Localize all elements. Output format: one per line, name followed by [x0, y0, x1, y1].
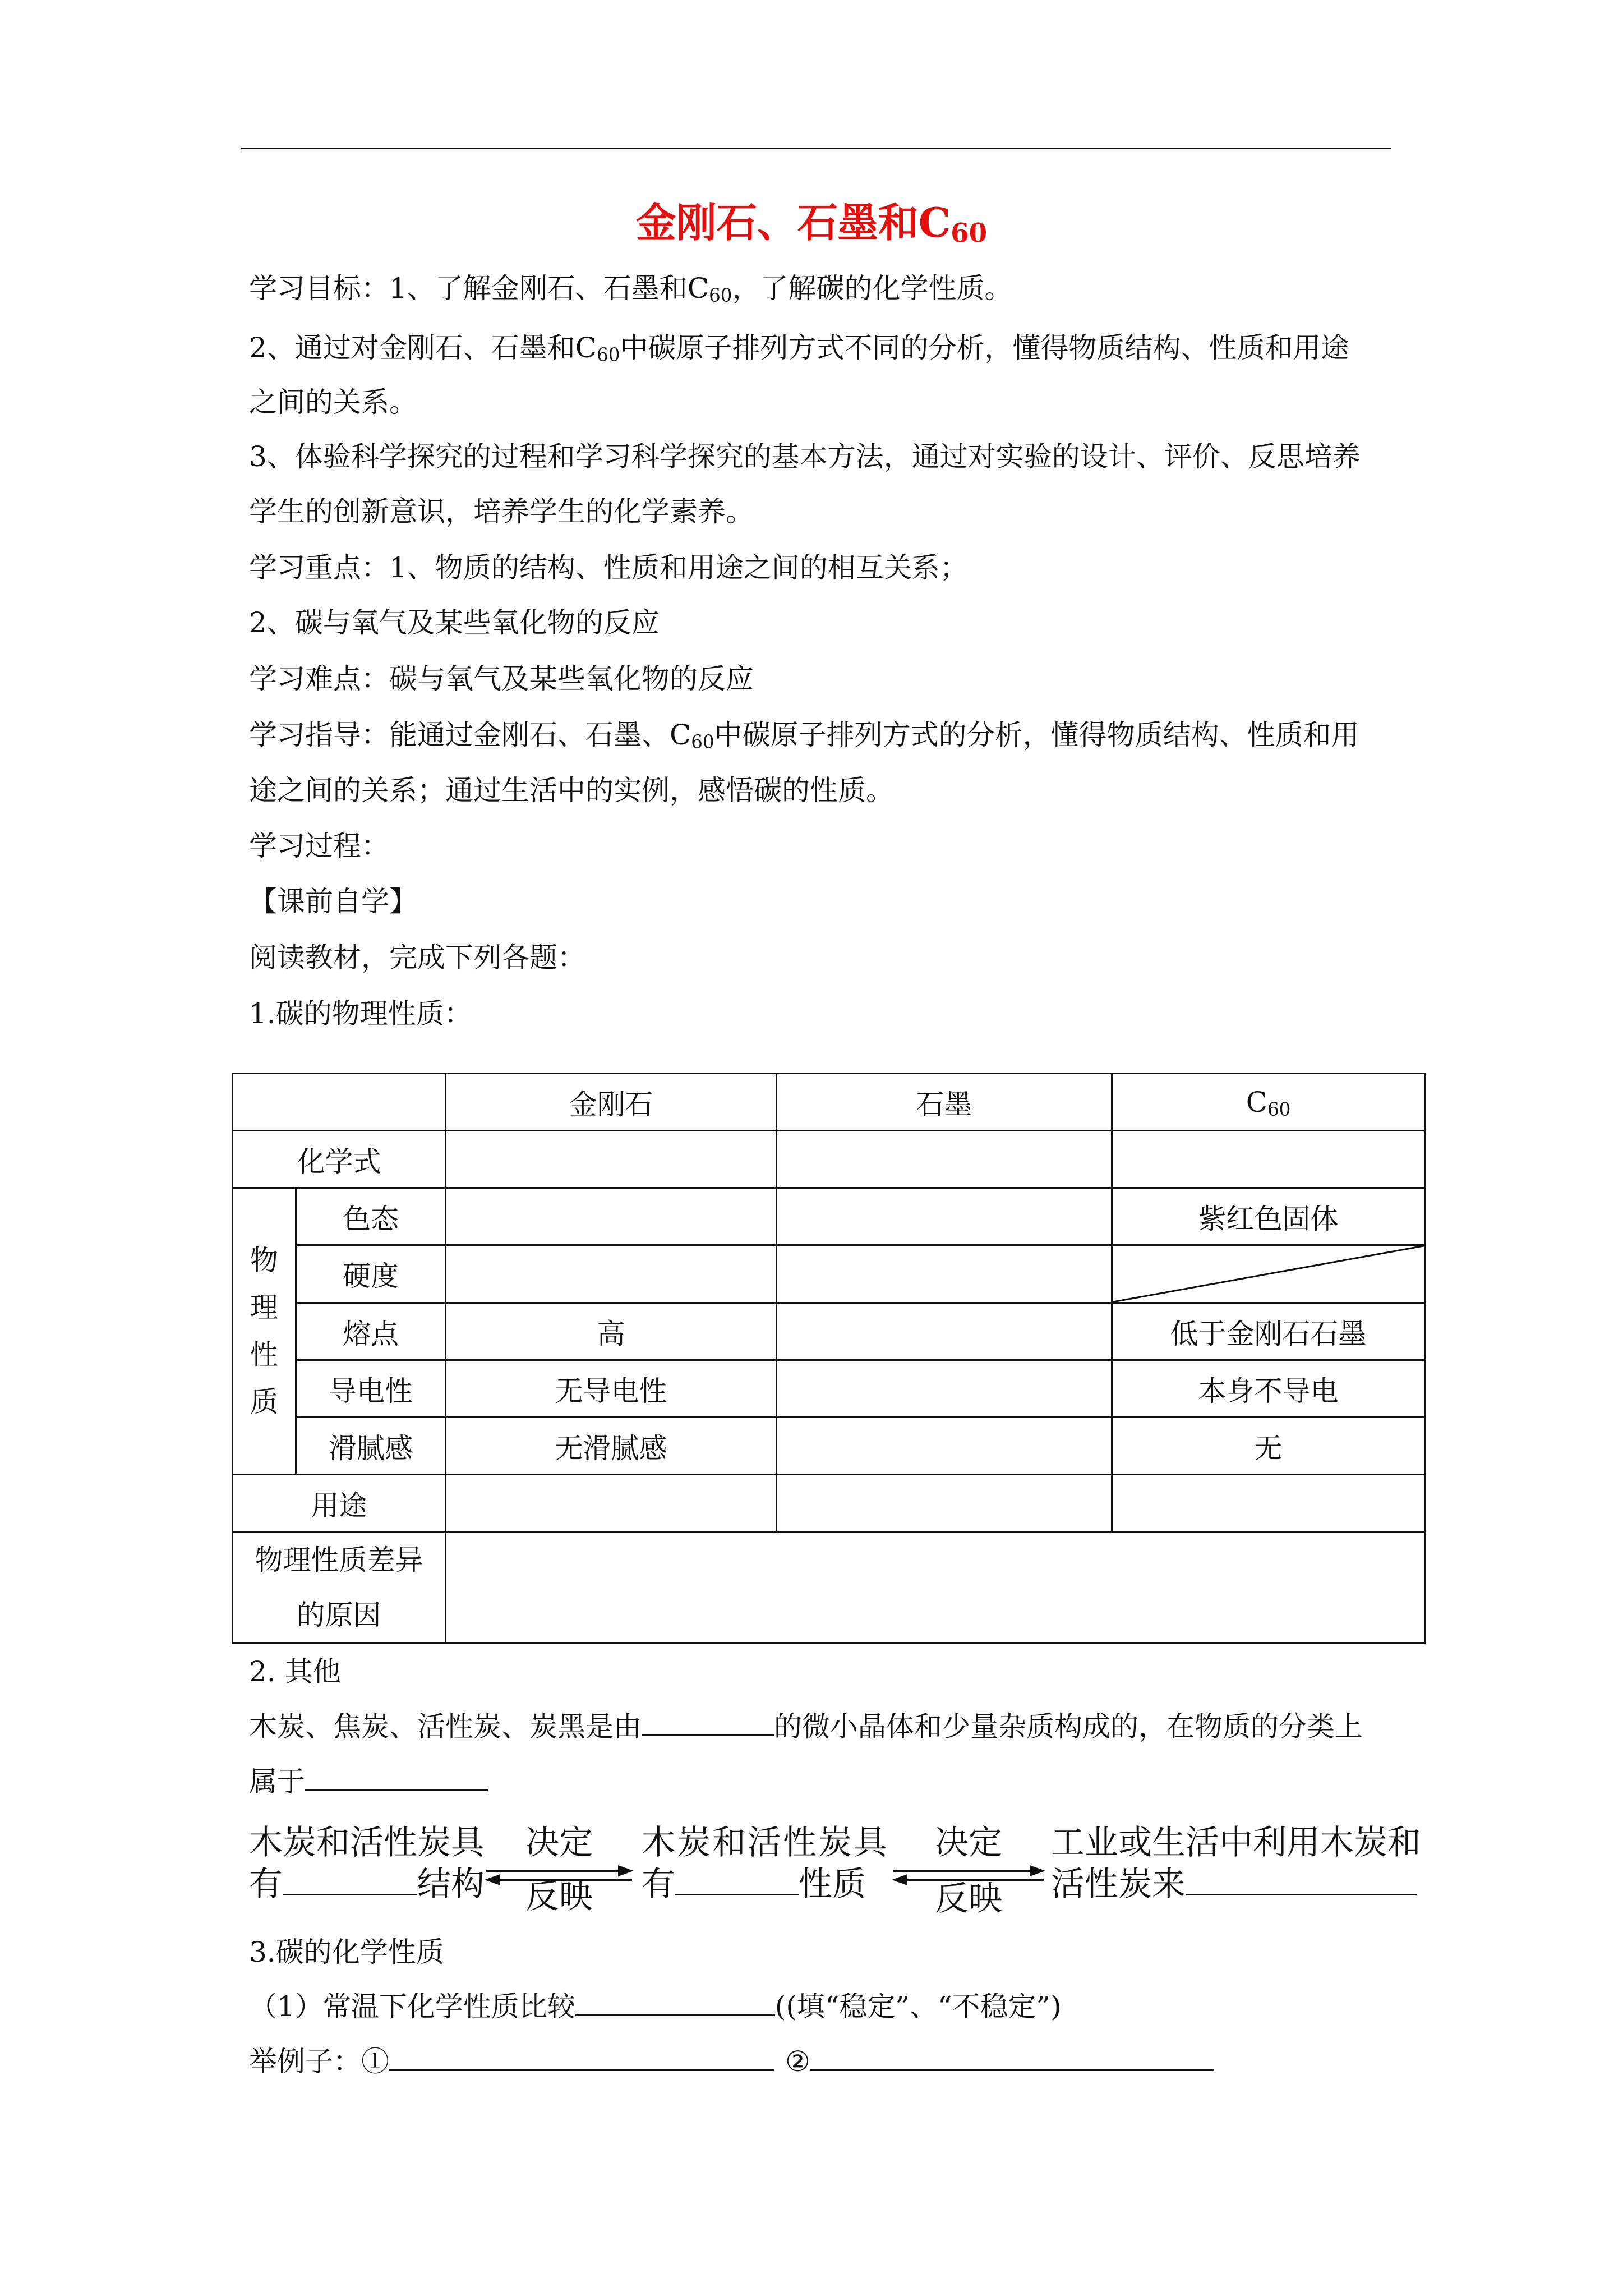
flow-box-property: 木炭和活性炭具 有 性质 [642, 1823, 889, 1904]
use-diamond[interactable] [446, 1475, 777, 1532]
objective-line-2-cont: 之间的关系。 [249, 386, 417, 418]
carbon-properties-table [232, 1073, 1426, 1644]
header-rule [241, 148, 1391, 149]
row-label-conductivity: 导电性 [296, 1360, 446, 1418]
key-point-2: 2、碳与氧气及某些氧化物的反应 [249, 606, 660, 639]
others-line-2: 属于 [249, 1764, 488, 1800]
read-instruction: 阅读教材，完成下列各题： [249, 941, 585, 974]
blank-classification[interactable] [305, 1764, 488, 1791]
process-label: 学习过程： [249, 830, 389, 862]
header-graphite: 石墨 [777, 1074, 1112, 1131]
cell-graphite-hardness[interactable] [777, 1245, 1112, 1303]
objective-line-3-cont: 学生的创新意识，培养学生的化学素养。 [249, 495, 754, 528]
cell-c60-slippery: 无 [1112, 1418, 1425, 1475]
flow-box-structure: 木炭和活性炭具 有 结构 [249, 1823, 485, 1904]
guidance-line-2: 途之间的关系；通过生活中的实例，感悟碳的性质。 [249, 774, 894, 807]
cell-diamond-melting: 高 [446, 1303, 777, 1360]
cell-diamond-color[interactable] [446, 1188, 777, 1245]
cell-diamond-slippery: 无滑腻感 [446, 1418, 777, 1475]
blank-stability[interactable] [575, 1989, 775, 2016]
flow-arrow-1: 决定 反映 [483, 1822, 635, 1917]
page-title: 金刚石、石墨和$C_{60}$ [635, 199, 988, 249]
use-c60[interactable] [1112, 1475, 1425, 1532]
row-label-melting: 熔点 [296, 1303, 446, 1360]
blank-use[interactable] [1186, 1864, 1417, 1895]
chemical-props-heading: 3.碳的化学性质 [249, 1936, 444, 1968]
header-c60: $C_{60}$ [1112, 1074, 1425, 1131]
objective-line-3: 3、体验科学探究的过程和学习科学探究的基本方法，通过对实验的设计、评价、反思培养 [249, 440, 1361, 473]
cell-c60-conductivity: 本身不导电 [1112, 1360, 1425, 1418]
formula-graphite[interactable] [777, 1131, 1112, 1188]
guidance-line-1: 学习指导：能通过金刚石、石墨、$C_{60}$中碳原子排列方式的分析，懂得物质结构、性质和用 [249, 719, 1359, 753]
cell-graphite-slippery[interactable] [777, 1418, 1112, 1475]
cell-c60-melting: 低于金刚石石墨 [1112, 1303, 1425, 1360]
blank-example-1[interactable] [389, 2044, 774, 2071]
blank-property[interactable] [675, 1864, 799, 1895]
blank-composition[interactable] [642, 1709, 774, 1736]
cell-c60-color: 紫红色固体 [1112, 1188, 1425, 1245]
reason-answer[interactable] [446, 1532, 1425, 1644]
question-1: （1）常温下化学性质比较 ((填“稳定”、“不稳定”) [249, 1990, 1062, 2023]
cell-diamond-conductivity: 无导电性 [446, 1360, 777, 1418]
cell-graphite-melting[interactable] [777, 1303, 1112, 1360]
others-line-1: 木炭、焦炭、活性炭、炭黑是由 的微小晶体和少量杂质构成的，在物质的分类上 [249, 1710, 1363, 1743]
self-study-heading: 【课前自学】 [249, 885, 417, 918]
objective-line-1: 学习目标：1、了解金刚石、石墨和$C_{60}$，了解碳的化学性质。 [249, 272, 1013, 306]
use-graphite[interactable] [777, 1475, 1112, 1532]
use-label: 用途 [233, 1475, 446, 1532]
formula-diamond[interactable] [446, 1131, 777, 1188]
key-point-1: 学习重点：1、物质的结构、性质和用途之间的相互关系； [249, 551, 968, 584]
formula-label: 化学式 [233, 1131, 446, 1188]
blank-structure[interactable] [283, 1864, 417, 1895]
difficulty-line: 学习难点：碳与氧气及某些氧化物的反应 [249, 662, 754, 695]
table-corner-cell [233, 1074, 446, 1131]
reason-label: 物理性质差异 的原因 [233, 1532, 446, 1644]
others-heading: 2. 其他 [249, 1655, 341, 1688]
objective-line-2: 2、通过对金刚石、石墨和$C_{60}$中碳原子排列方式不同的分析，懂得物质结构、性质和用途 [249, 332, 1349, 366]
diagonal-slash [1113, 1246, 1424, 1302]
physical-props-label: 物 理 性 质 [233, 1188, 296, 1475]
examples-line: 举例子：① ② [249, 2044, 1214, 2079]
flow-arrow-2: 决定 反映 [891, 1822, 1046, 1922]
cell-graphite-color[interactable] [777, 1188, 1112, 1245]
cell-diamond-hardness[interactable] [446, 1245, 777, 1303]
row-label-slippery: 滑腻感 [296, 1418, 446, 1475]
flow-box-use: 工业或生活中利用木炭和 活性炭来 [1051, 1823, 1421, 1904]
row-label-color: 色态 [296, 1188, 446, 1245]
row-label-hardness: 硬度 [296, 1245, 446, 1303]
formula-c60[interactable] [1112, 1131, 1425, 1188]
cell-c60-hardness [1112, 1245, 1425, 1303]
header-diamond: 金刚石 [446, 1074, 777, 1131]
cell-graphite-conductivity[interactable] [777, 1360, 1112, 1418]
blank-example-2[interactable] [810, 2044, 1214, 2071]
physical-props-heading: 1.碳的物理性质： [249, 997, 472, 1030]
